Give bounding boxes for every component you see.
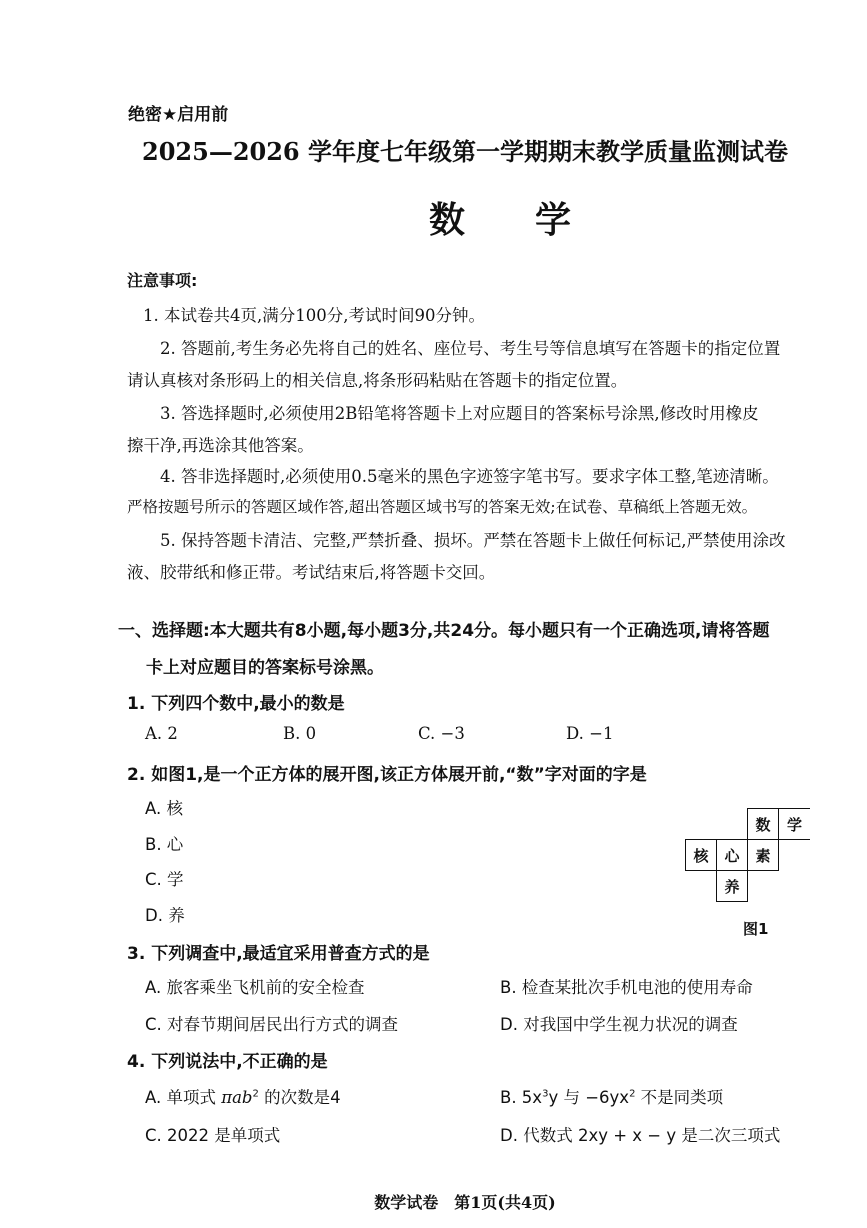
q4-stem: 4. 下列说法中,不正确的是	[127, 1052, 328, 1072]
q3-option-b: B. 检查某批次手机电池的使用寿命	[500, 978, 753, 997]
note-line-6: 4. 答非选择题时,必须使用0.5毫米的黑色字迹签字笔书写。要求字体工整,笔迹清晰。	[160, 467, 779, 486]
note-line-8: 5. 保持答题卡清洁、完整,严禁折叠、损坏。严禁在答题卡上做任何标记,严禁使用涂改	[160, 531, 786, 550]
q1-option-b: B. 0	[283, 724, 317, 743]
note-line-9: 液、胶带纸和修正带。考试结束后,将答题卡交回。	[127, 563, 496, 582]
q4-b-exponent-1: 3	[542, 1088, 549, 1100]
net-cell-su: 素	[747, 839, 779, 871]
exam-title: 2025—2026 学年度七年级第一学期期末教学质量监测试卷	[142, 137, 788, 166]
notes-heading: 注意事项:	[127, 271, 198, 290]
net-cell-shu: 数	[747, 808, 779, 840]
q4-b-suffix: 不是同类项	[635, 1088, 724, 1107]
q4-b-middle: y 与 −6yx	[548, 1088, 630, 1107]
q2-option-b: B. 心	[145, 835, 184, 854]
q4-option-d: D. 代数式 2xy + x − y 是二次三项式	[500, 1126, 781, 1145]
net-cell-yang: 养	[716, 870, 748, 902]
q1-option-a: A. 2	[145, 724, 178, 743]
note-line-7: 严格按题号所示的答题区域作答,超出答题区域书写的答案无效;在试卷、草稿纸上答题无效。	[127, 498, 758, 516]
page-footer: 数学试卷 第1页(共4页)	[374, 1193, 556, 1212]
figure-caption: 图1	[743, 920, 769, 938]
q4-a-exponent: 2	[252, 1088, 259, 1100]
q3-option-a: A. 旅客乘坐飞机前的安全检查	[145, 978, 365, 997]
q3-stem: 3. 下列调查中,最适宜采用普查方式的是	[127, 944, 430, 964]
q1-option-d: D. −1	[566, 724, 614, 743]
note-line-1: 1. 本试卷共4页,满分100分,考试时间90分钟。	[143, 306, 485, 325]
net-cell-he: 核	[685, 839, 717, 871]
net-cell-xue: 学	[778, 808, 810, 840]
q4-option-c: C. 2022 是单项式	[145, 1126, 281, 1145]
q2-option-c: C. 学	[145, 870, 184, 889]
q4-option-a	[145, 1084, 341, 1108]
q1-stem: 1. 下列四个数中,最小的数是	[127, 694, 345, 714]
subject-title: 数学	[428, 200, 641, 241]
note-line-5: 擦干净,再选涂其他答案。	[127, 436, 314, 455]
section-heading-cont: 卡上对应题目的答案标号涂黑。	[146, 658, 384, 678]
note-line-2: 2. 答题前,考生务必先将自己的姓名、座位号、考生号等信息填写在答题卡的指定位置	[160, 339, 781, 358]
confidential-label: 绝密★启用前	[128, 105, 229, 125]
q2-option-a: A. 核	[145, 799, 183, 818]
q3-option-d: D. 对我国中学生视力状况的调查	[500, 1015, 738, 1034]
q4-b-prefix: B. 5x	[500, 1088, 543, 1107]
q4-a-prefix: A. 单项式	[145, 1088, 222, 1107]
q2-stem: 2. 如图1,是一个正方体的展开图,该正方体展开前,“数”字对面的字是	[127, 765, 647, 785]
q4-option-b	[500, 1084, 723, 1108]
q3-option-c: C. 对春节期间居民出行方式的调查	[145, 1015, 399, 1034]
note-line-3: 请认真核对条形码上的相关信息,将条形码粘贴在答题卡的指定位置。	[127, 371, 628, 390]
q4-b-exponent-2: 2	[629, 1088, 636, 1100]
note-line-4: 3. 答选择题时,必须使用2B铅笔将答题卡上对应题目的答案标号涂黑,修改时用橡皮	[160, 404, 759, 423]
q2-option-d: D. 养	[145, 906, 185, 925]
q4-a-suffix: 的次数是4	[258, 1088, 341, 1107]
q1-option-c: C. −3	[418, 724, 465, 743]
section-heading: 一、选择题:本大题共有8小题,每小题3分,共24分。每小题只有一个正确选项,请将答题	[118, 621, 770, 641]
q4-a-math: πab	[221, 1088, 253, 1107]
net-cell-xin: 心	[716, 839, 748, 871]
